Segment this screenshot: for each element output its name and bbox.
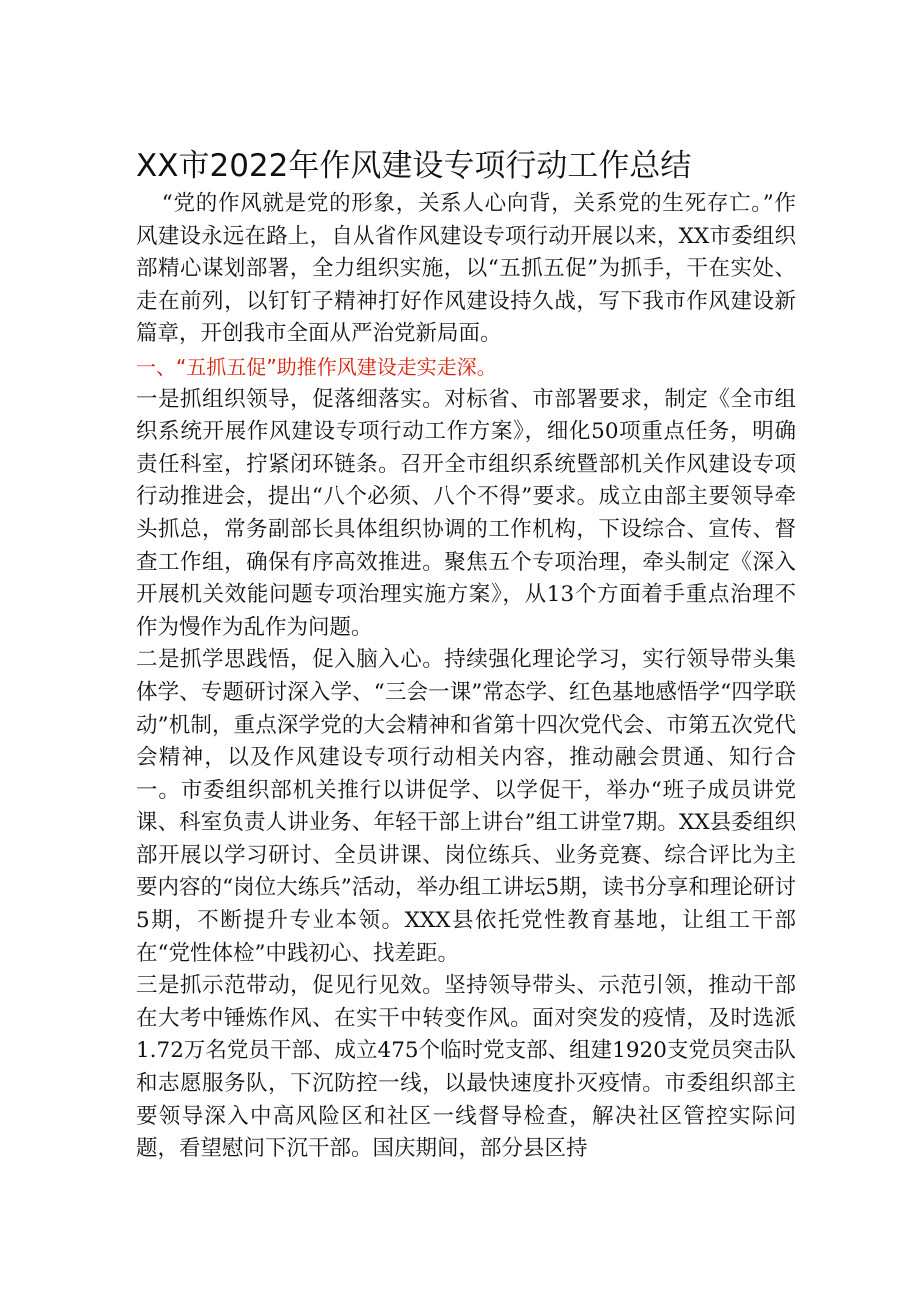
section-heading: 一、“五抓五促”助推作风建设走实走深。 (136, 354, 497, 379)
document-body (136, 188, 796, 1166)
paragraph-demonstration: 三是抓示范带动，促见行见效。坚持领导带头、示范引领，推动干部在大考中锤炼作风、在实干中转变作风。面对突发的疫情，及时选派1.72万名党员干部、成立475个临时党支部、组建1920支党员突击队和志愿服务队，下沉防控一线，以最快速度扑灭疫情。市委组织部主要领导深入中高风险区和社区一线督导检查，解决社区管控实际问题，看望慰问下沉干部。国庆期间，部分县区持 (136, 973, 796, 1162)
intro-paragraph: “党的作风就是党的形象，关系人心向背，关系党的生死存亡。”作风建设永远在路上，自从省作风建设专项行动开展以来，XX市委组织部精心谋划部署，全力组织实施，以“五抓五促”为抓手，干在实处、走在前列，以钉钉子精神打好作风建设持久战，写下我市作风建设新篇章，开创我市全面从严治党新局面。 (136, 191, 796, 347)
paragraph-organization-leadership: 一是抓组织领导，促落细落实。对标省、市部署要求，制定《全市组织系统开展作风建设专项行动工作方案》，细化50项重点任务，明确责任科室，拧紧闭环链条。召开全市组织系统暨部机关作风建设专项行动推进会，提出“八个必须、八个不得”要求。成立由部主要领导牵头抓总，常务副部长具体组织协调的工作机构，下设综合、宣传、督查工作组，确保有序高效推进。聚焦五个专项治理，牵头制定《深入开展机关效能问题专项治理实施方案》，从13个方面着手重点治理不作为慢作为乱作为问题。 (136, 386, 796, 640)
document-title: XX市2022年作风建设专项行动工作总结 (136, 148, 692, 184)
paragraph-study-practice: 二是抓学思践悟，促入脑入心。持续强化理论学习，实行领导带头集体学、专题研讨深入学、“三会一课”常态学、红色基地感悟学“四学联动”机制，重点深学党的大会精神和省第十四次党代会、市第五次党代会精神，以及作风建设专项行动相关内容，推动融会贯通、知行合一。市委组织部机关推行以讲促学、以学促干，举办“班子成员讲党课、科室负责人讲业务、年轻干部上讲台”组工讲堂7期。XX县委组织部开展以学习研讨、全员讲课、岗位练兵、业务竞赛、综合评比为主要内容的“岗位大练兵”活动，举办组工讲坛5期，读书分享和理论研讨5期，不断提升专业本领。XXX县依托党性教育基地，让组工干部在“党性体检”中践初心、找差距。 (136, 647, 796, 966)
